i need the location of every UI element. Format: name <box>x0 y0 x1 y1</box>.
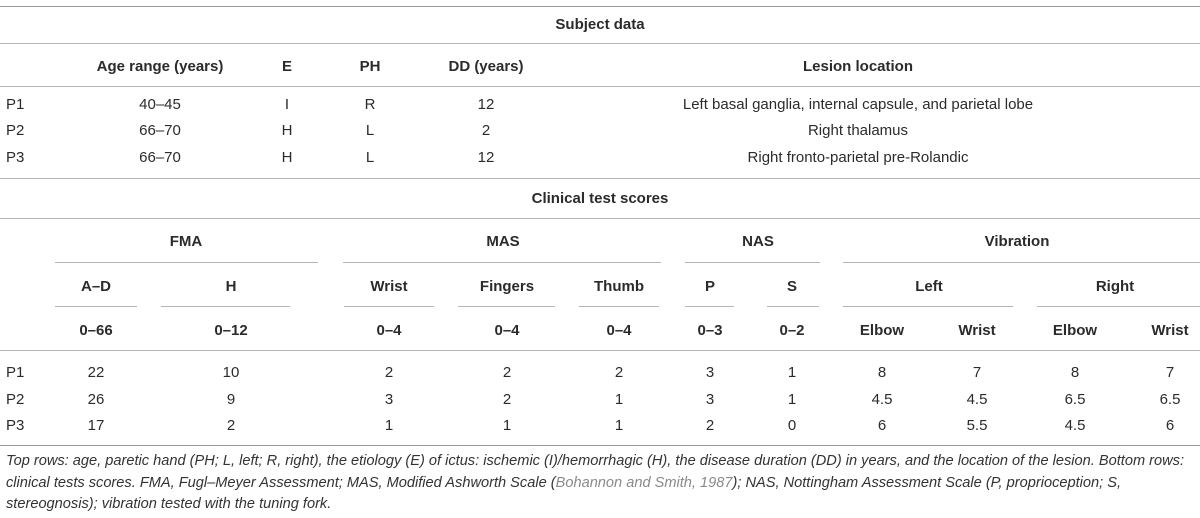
header-lesion-location: Lesion location <box>802 58 914 75</box>
citation-link[interactable]: Bohannon and Smith, 1987 <box>555 474 733 491</box>
score-fma-ad: 26 <box>87 391 105 408</box>
score-left-wrist: 7 <box>972 364 982 381</box>
paretic-hand-value: R <box>364 96 376 113</box>
subject-id: P1 <box>6 96 25 113</box>
col-nas-s: S <box>786 278 798 295</box>
subject-data-title: Subject data <box>555 16 645 33</box>
disease-duration-value: 2 <box>481 122 491 139</box>
paretic-hand-value: L <box>365 149 375 166</box>
age-range-value: 40–45 <box>139 96 181 113</box>
score-fma-ad: 17 <box>87 417 105 434</box>
header-paretic-hand: PH <box>359 58 381 75</box>
clinical-header-rule <box>0 350 1200 351</box>
col-mas-wrist: Wrist <box>370 278 408 295</box>
subject-id: P3 <box>6 417 25 434</box>
lesion-location-value: Right fronto-parietal pre-Rolandic <box>747 149 969 166</box>
score-nas-p: 3 <box>705 364 715 381</box>
score-right-wrist: 7 <box>1165 364 1175 381</box>
subject-id: P3 <box>6 149 25 166</box>
header-etiology: E <box>281 58 293 75</box>
col-h-underline <box>161 306 290 307</box>
group-nas: NAS <box>742 233 774 250</box>
subject-header-rule <box>0 86 1200 87</box>
disease-duration-value: 12 <box>477 149 495 166</box>
range-nas-s: 0–2 <box>779 322 805 339</box>
group-nas-underline <box>685 262 820 263</box>
col-mas-fingers: Fingers <box>479 278 535 295</box>
col-left-elbow: Elbow <box>859 322 905 339</box>
col-thumb-underline <box>579 306 659 307</box>
range-nas-p: 0–3 <box>697 322 723 339</box>
disease-duration-value: 12 <box>477 96 495 113</box>
lesion-location-value: Left basal ganglia, internal capsule, and parietal lobe <box>682 96 1034 113</box>
group-vibration-underline <box>843 262 1200 263</box>
score-fma-h: 2 <box>226 417 236 434</box>
score-mas-wrist: 3 <box>384 391 394 408</box>
range-fma-ad: 0–66 <box>79 322 113 339</box>
score-right-wrist: 6.5 <box>1159 391 1181 408</box>
footnote-text-before: Top rows: age, paretic hand (PH; L, left; R, right), the etiology (E) of ictus: ischemic (I)/hemorrhagic (H), the disease duration (DD) in years, and the location of the lesion. Bottom rows: clinical tests scores. FMA, Fugl–Meyer Assessment; MAS, Modified Ashworth Scale ( <box>6 453 1185 491</box>
score-mas-wrist: 1 <box>384 417 394 434</box>
col-s-underline <box>767 306 819 307</box>
score-fma-ad: 22 <box>87 364 105 381</box>
score-fma-h: 10 <box>222 364 240 381</box>
score-left-elbow: 6 <box>877 417 887 434</box>
col-left-wrist: Wrist <box>958 322 996 339</box>
group-fma-underline <box>55 262 318 263</box>
subject-bottom-rule <box>0 178 1200 179</box>
score-nas-s: 0 <box>787 417 797 434</box>
paretic-hand-value: L <box>365 122 375 139</box>
header-disease-duration: DD (years) <box>448 58 524 75</box>
score-nas-s: 1 <box>787 364 797 381</box>
col-fma-ad: A–D <box>80 278 112 295</box>
etiology-value: I <box>284 96 290 113</box>
lesion-location-value: Right thalamus <box>807 122 909 139</box>
col-ad-underline <box>55 306 137 307</box>
group-vibration: Vibration <box>984 233 1050 250</box>
range-mas-wrist: 0–4 <box>376 322 402 339</box>
score-mas-fingers: 1 <box>502 417 512 434</box>
col-p-underline <box>685 306 734 307</box>
score-left-wrist: 5.5 <box>966 417 988 434</box>
score-mas-thumb: 1 <box>614 417 624 434</box>
score-mas-fingers: 2 <box>502 364 512 381</box>
col-fma-h: H <box>225 278 237 295</box>
group-mas: MAS <box>486 233 520 250</box>
range-mas-thumb: 0–4 <box>606 322 632 339</box>
subgroup-left: Left <box>915 278 943 295</box>
age-range-value: 66–70 <box>139 149 181 166</box>
score-right-wrist: 6 <box>1165 417 1175 434</box>
subgroup-right: Right <box>1095 278 1135 295</box>
col-right-elbow: Elbow <box>1052 322 1098 339</box>
col-fingers-underline <box>458 306 555 307</box>
col-nas-p: P <box>704 278 716 295</box>
score-nas-p: 2 <box>705 417 715 434</box>
group-mas-underline <box>343 262 661 263</box>
col-wrist-underline <box>344 306 434 307</box>
group-fma: FMA <box>169 233 203 250</box>
subject-title-rule <box>0 43 1200 44</box>
subgroup-left-underline <box>843 306 1013 307</box>
score-mas-fingers: 2 <box>502 391 512 408</box>
score-mas-thumb: 2 <box>614 364 624 381</box>
subject-id: P1 <box>6 364 25 381</box>
score-fma-h: 9 <box>226 391 236 408</box>
score-left-elbow: 8 <box>877 364 887 381</box>
subject-id: P2 <box>6 122 25 139</box>
score-nas-p: 3 <box>705 391 715 408</box>
score-left-elbow: 4.5 <box>871 391 893 408</box>
col-mas-thumb: Thumb <box>594 278 644 295</box>
table-bottom-rule <box>0 445 1200 446</box>
score-right-elbow: 6.5 <box>1064 391 1086 408</box>
score-right-elbow: 4.5 <box>1064 417 1086 434</box>
table-footnote <box>6 451 1198 516</box>
subgroup-right-underline <box>1037 306 1200 307</box>
etiology-value: H <box>281 149 293 166</box>
etiology-value: H <box>281 122 293 139</box>
range-fma-h: 0–12 <box>214 322 248 339</box>
clinical-title-rule <box>0 218 1200 219</box>
age-range-value: 66–70 <box>139 122 181 139</box>
header-age-range: Age range (years) <box>96 58 224 75</box>
score-right-elbow: 8 <box>1070 364 1080 381</box>
score-nas-s: 1 <box>787 391 797 408</box>
score-mas-wrist: 2 <box>384 364 394 381</box>
range-mas-fingers: 0–4 <box>494 322 520 339</box>
score-left-wrist: 4.5 <box>966 391 988 408</box>
col-right-wrist: Wrist <box>1151 322 1189 339</box>
clinical-scores-title: Clinical test scores <box>531 190 669 207</box>
top-rule <box>0 6 1200 7</box>
footnote-text-after: ); NAS, Nottingham Assessment Scale (P, proprioception; S, stereognosis); vibration tested with the tuning fork. <box>6 474 1122 512</box>
score-mas-thumb: 1 <box>614 391 624 408</box>
subject-id: P2 <box>6 391 25 408</box>
